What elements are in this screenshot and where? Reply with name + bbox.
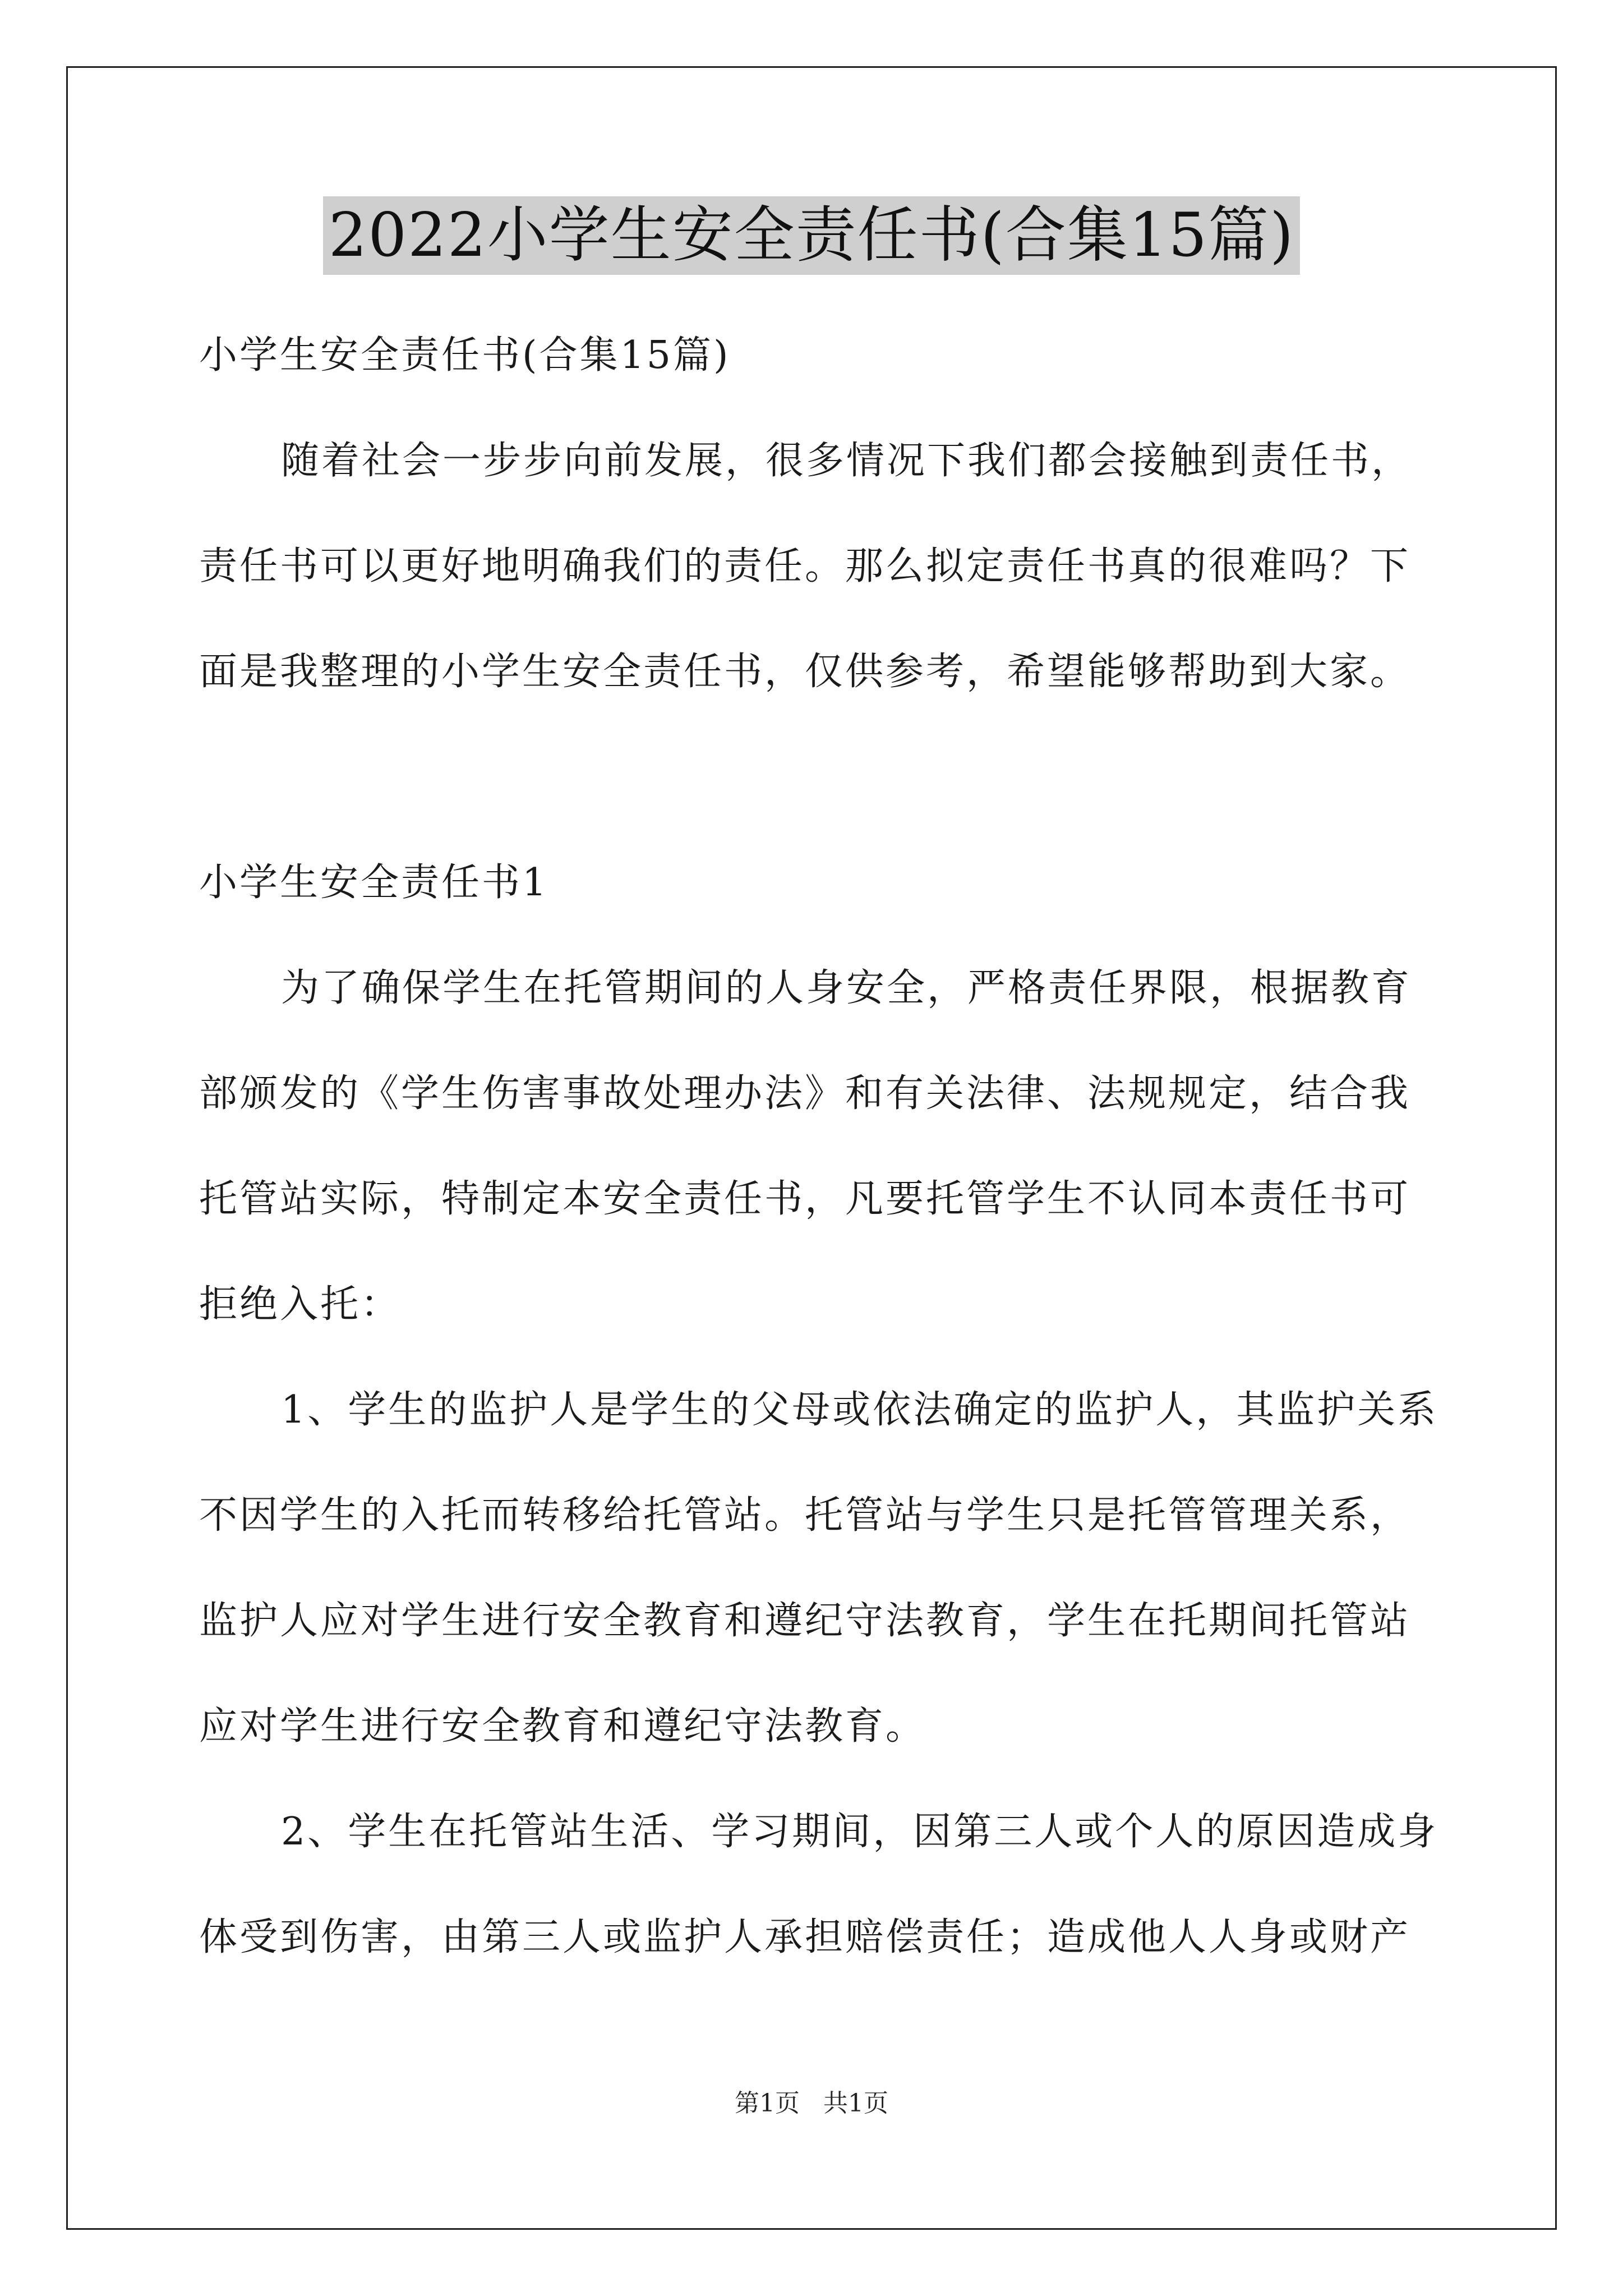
paragraph-line: 为了确保学生在托管期间的人身安全，严格责任界限，根据教育 xyxy=(281,966,1412,1010)
paragraph-line: 拒绝入托： xyxy=(199,1282,402,1327)
paragraph-line: 应对学生进行安全教育和遵纪守法教育。 xyxy=(199,1704,926,1749)
page-footer xyxy=(0,2087,1623,2120)
paragraph-line: 不因学生的入托而转移给托管站。托管站与学生只是托管管理关系， xyxy=(199,1493,1411,1538)
paragraph-line: 部颁发的《学生伤害事故处理办法》和有关法律、法规规定，结合我 xyxy=(199,1071,1411,1116)
paragraph-line: 2、学生在托管站生活、学习期间，因第三人或个人的原因造成身 xyxy=(281,1810,1438,1854)
document-subtitle: 小学生安全责任书(合集15篇) xyxy=(199,333,731,378)
paragraph-gap xyxy=(199,725,1427,830)
intro-line: 责任书可以更好地明确我们的责任。那么拟定责任书真的很难吗？下 xyxy=(199,544,1411,588)
paragraph-line: 托管站实际，特制定本安全责任书，凡要托管学生不认同本责任书可 xyxy=(199,1177,1411,1221)
page-total: 共1页 xyxy=(823,2089,888,2118)
paragraph-line: 体受到伤害，由第三人或监护人承担赔偿责任；造成他人人身或财产 xyxy=(199,1915,1411,1959)
intro-line: 面是我整理的小学生安全责任书，仅供参考，希望能够帮助到大家。 xyxy=(199,650,1411,694)
paragraph-line: 监护人应对学生进行安全教育和遵纪守法教育，学生在托期间托管站 xyxy=(199,1599,1411,1643)
title-container xyxy=(0,196,1623,275)
page-number: 第1页 xyxy=(735,2089,800,2118)
document-body xyxy=(199,303,1438,1990)
paragraph-line: 1、学生的监护人是学生的父母或依法确定的监护人，其监护关系 xyxy=(281,1388,1438,1432)
document-title: 2022小学生安全责任书(合集15篇) xyxy=(323,196,1301,275)
section-heading: 小学生安全责任书1 xyxy=(199,861,549,905)
intro-line: 随着社会一步步向前发展，很多情况下我们都会接触到责任书， xyxy=(281,439,1412,483)
